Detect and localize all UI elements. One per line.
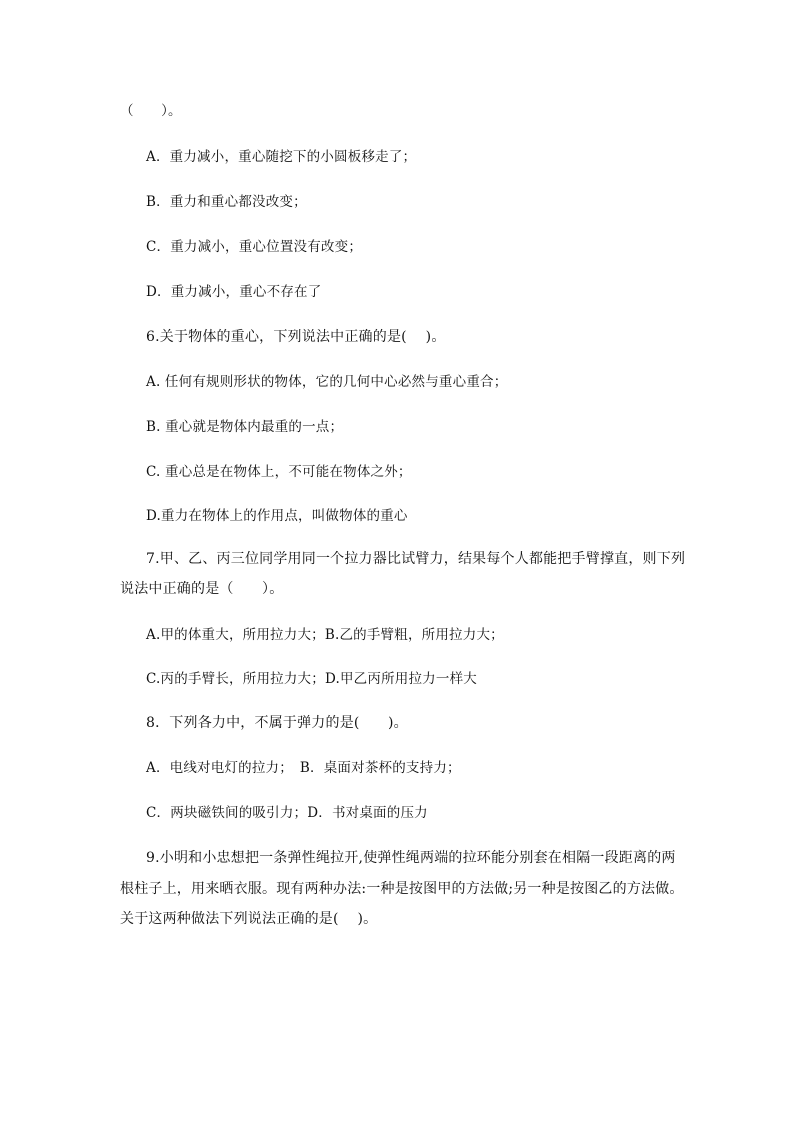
q8-options-cd: C．两块磁铁间的吸引力；D．书对桌面的压力 <box>146 805 428 821</box>
q9-stem-line2: 根柱子上，用来晒衣服。现有两种办法:一种是按图甲的方法做;另一种是按图乙的方法做。 <box>120 881 684 897</box>
q7-options-ab: A.甲的体重大，所用拉力大；B.乙的手臂粗，所用拉力大； <box>146 627 504 643</box>
q6-option-b: B. 重心就是物体内最重的一点； <box>146 419 344 435</box>
q5-option-c: C．重力减小，重心位置没有改变； <box>146 239 363 255</box>
q6-stem: 6.关于物体的重心，下列说法中正确的是( )。 <box>146 329 446 345</box>
q6-option-c: C. 重心总是在物体上，不可能在物体之外； <box>146 464 412 480</box>
q7-options-cd: C.丙的手臂长，所用拉力大；D.甲乙丙所用拉力一样大 <box>146 671 477 687</box>
q6-option-a: A. 任何有规则形状的物体，它的几何中心必然与重心重合； <box>146 374 508 390</box>
q7-stem-line2: 说法中正确的是（ ）。 <box>120 581 284 597</box>
q5-option-d: D．重力减小，重心不存在了 <box>146 284 322 300</box>
q8-options-ab: A．电线对电灯的拉力； B．桌面对茶杯的支持力； <box>146 760 461 776</box>
q5-answer-blank: （ ）。 <box>120 103 182 119</box>
q8-stem: 8．下列各力中，不属于弹力的是( )。 <box>146 715 408 731</box>
q9-stem-line1: 9.小明和小忠想把一条弹性绳拉开,使弹性绳两端的拉环能分别套在相隔一段距离的两 <box>146 850 676 866</box>
q5-option-a: A．重力减小，重心随挖下的小圆板移走了； <box>146 149 417 165</box>
q6-option-d: D.重力在物体上的作用点，叫做物体的重心 <box>146 508 408 524</box>
q7-stem-line1: 7.甲、乙、丙三位同学用同一个拉力器比试臂力，结果每个人都能把手臂撑直，则下列 <box>146 551 686 567</box>
q9-stem-line3: 关于这两种做法下列说法正确的是( )。 <box>120 911 378 927</box>
q5-option-b: B．重力和重心都没改变； <box>146 194 307 210</box>
